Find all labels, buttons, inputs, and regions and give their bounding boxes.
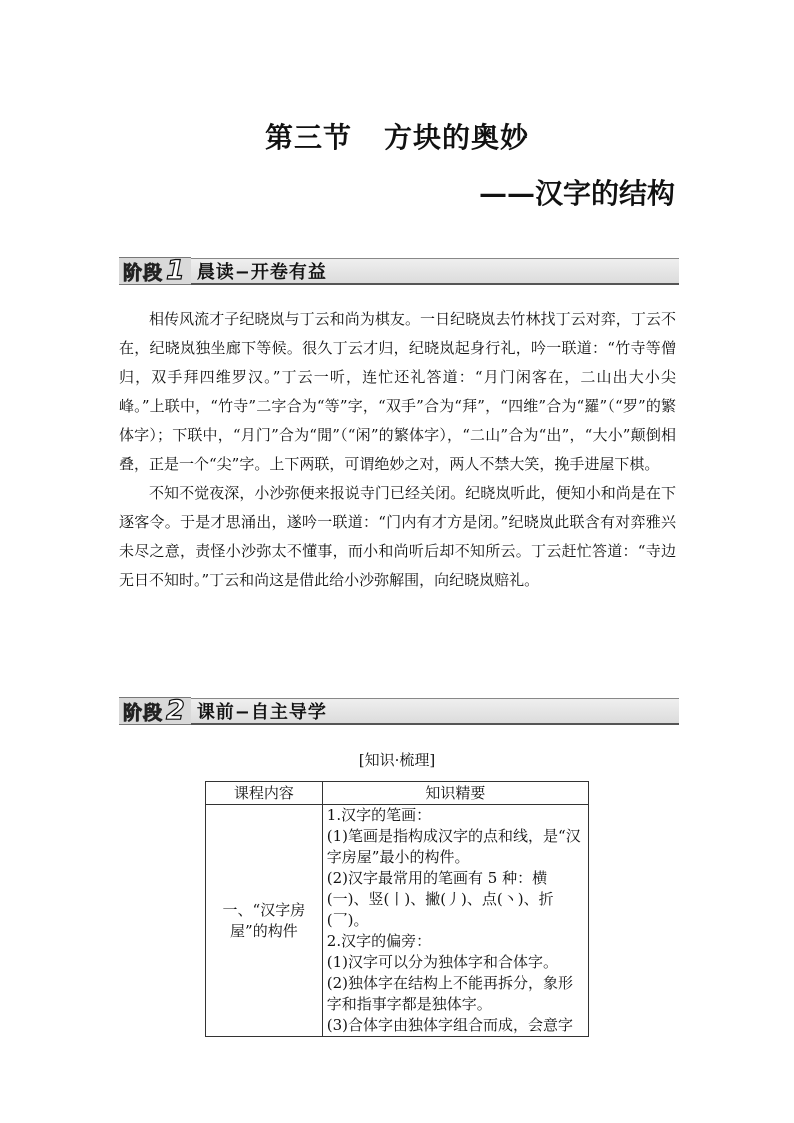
row1-topic-text: 一、“汉字房屋”的构件 xyxy=(222,900,306,940)
stage1-bar xyxy=(191,258,679,285)
stage2-banner xyxy=(119,695,679,726)
detail-line: 2.汉字的偏旁： xyxy=(326,932,432,950)
stage2-number: 2 xyxy=(166,695,185,726)
page-subtitle: ——汉字的结构 xyxy=(478,177,675,210)
header-course-content: 课程内容 xyxy=(206,782,323,805)
stage2-badge xyxy=(119,697,191,725)
detail-line: (1)笔画是指构成汉字的点和线，是“汉字房屋”最小的构件。 xyxy=(326,827,581,866)
stage1-title: 晨读−开卷有益 xyxy=(196,261,327,283)
detail-line: 1.汉字的笔画： xyxy=(326,806,432,824)
stage1-badge xyxy=(119,257,191,285)
stage1-banner xyxy=(119,255,679,286)
reading-paragraph-1: 相传风流才子纪晓岚与丁云和尚为棋友。一日纪晓岚去竹林找丁云对弈，丁云不在，纪晓岚独坐廊下等候。很久丁云才归，纪晓岚起身行礼，吟一联道：“竹寺等僧归，双手拜四维罗汉。”丁云一听，连忙还礼答道：“月门闲客在，二山出大小尖峰。”上联中，“竹寺”二字合为“等”字，“双手”合为“拜”，“四维”合为“羅”（“罗”的繁体字）；下联中，“月门”合为“閒”（“闲”的繁体字），“二山”合为“出”，“大小”颠倒相叠，正是一个“尖”字。上下两联，可谓绝妙之对，两人不禁大笑，挽手进屋下棋。 xyxy=(119,310,676,473)
stage1-word: 阶段 xyxy=(123,261,164,284)
header-knowledge-essentials: 知识精要 xyxy=(322,782,588,805)
stage2-word: 阶段 xyxy=(123,701,164,724)
stage1-number: 1 xyxy=(166,255,185,286)
title-topic: 方块的奥妙 xyxy=(384,121,530,154)
row1-details xyxy=(322,805,588,1037)
stage2-bar xyxy=(191,698,679,725)
row1-topic xyxy=(206,805,323,1037)
table-row xyxy=(206,805,589,1037)
page-title xyxy=(0,116,794,156)
detail-line: (3)合体字由独体字组合而成，会意字 xyxy=(326,1016,574,1034)
reading-paragraph-2: 不知不觉夜深，小沙弥便来报说寺门已经关闭。纪晓岚听此，便知小和尚是在下逐客令。于是才思涌出，遂吟一联道：“门内有才方是闭。”纪晓岚此联含有对弈雅兴未尽之意，责怪小沙弥太不懂事，而小和尚听后却不知所云。丁云赶忙答道：“寺边无日不知时。”丁云和尚这是借此给小沙弥解围，向纪晓岚赔礼。 xyxy=(119,484,676,589)
table-header-row xyxy=(206,782,589,805)
reading-text xyxy=(119,305,676,595)
title-section: 第三节 xyxy=(264,121,352,154)
knowledge-caption: [知识·梳理] xyxy=(358,751,436,769)
detail-line: (1)汉字可以分为独体字和合体字。 xyxy=(326,953,559,971)
detail-line: (2)汉字最常用的笔画有 5 种：横(一)、竖(丨)、撇(丿)、点(丶)、折(乛)。 xyxy=(326,869,554,929)
knowledge-table xyxy=(205,781,589,1037)
stage2-title: 课前−自主导学 xyxy=(196,701,327,723)
detail-line: (2)独体字在结构上不能再拆分，象形字和指事字都是独体字。 xyxy=(326,974,574,1013)
